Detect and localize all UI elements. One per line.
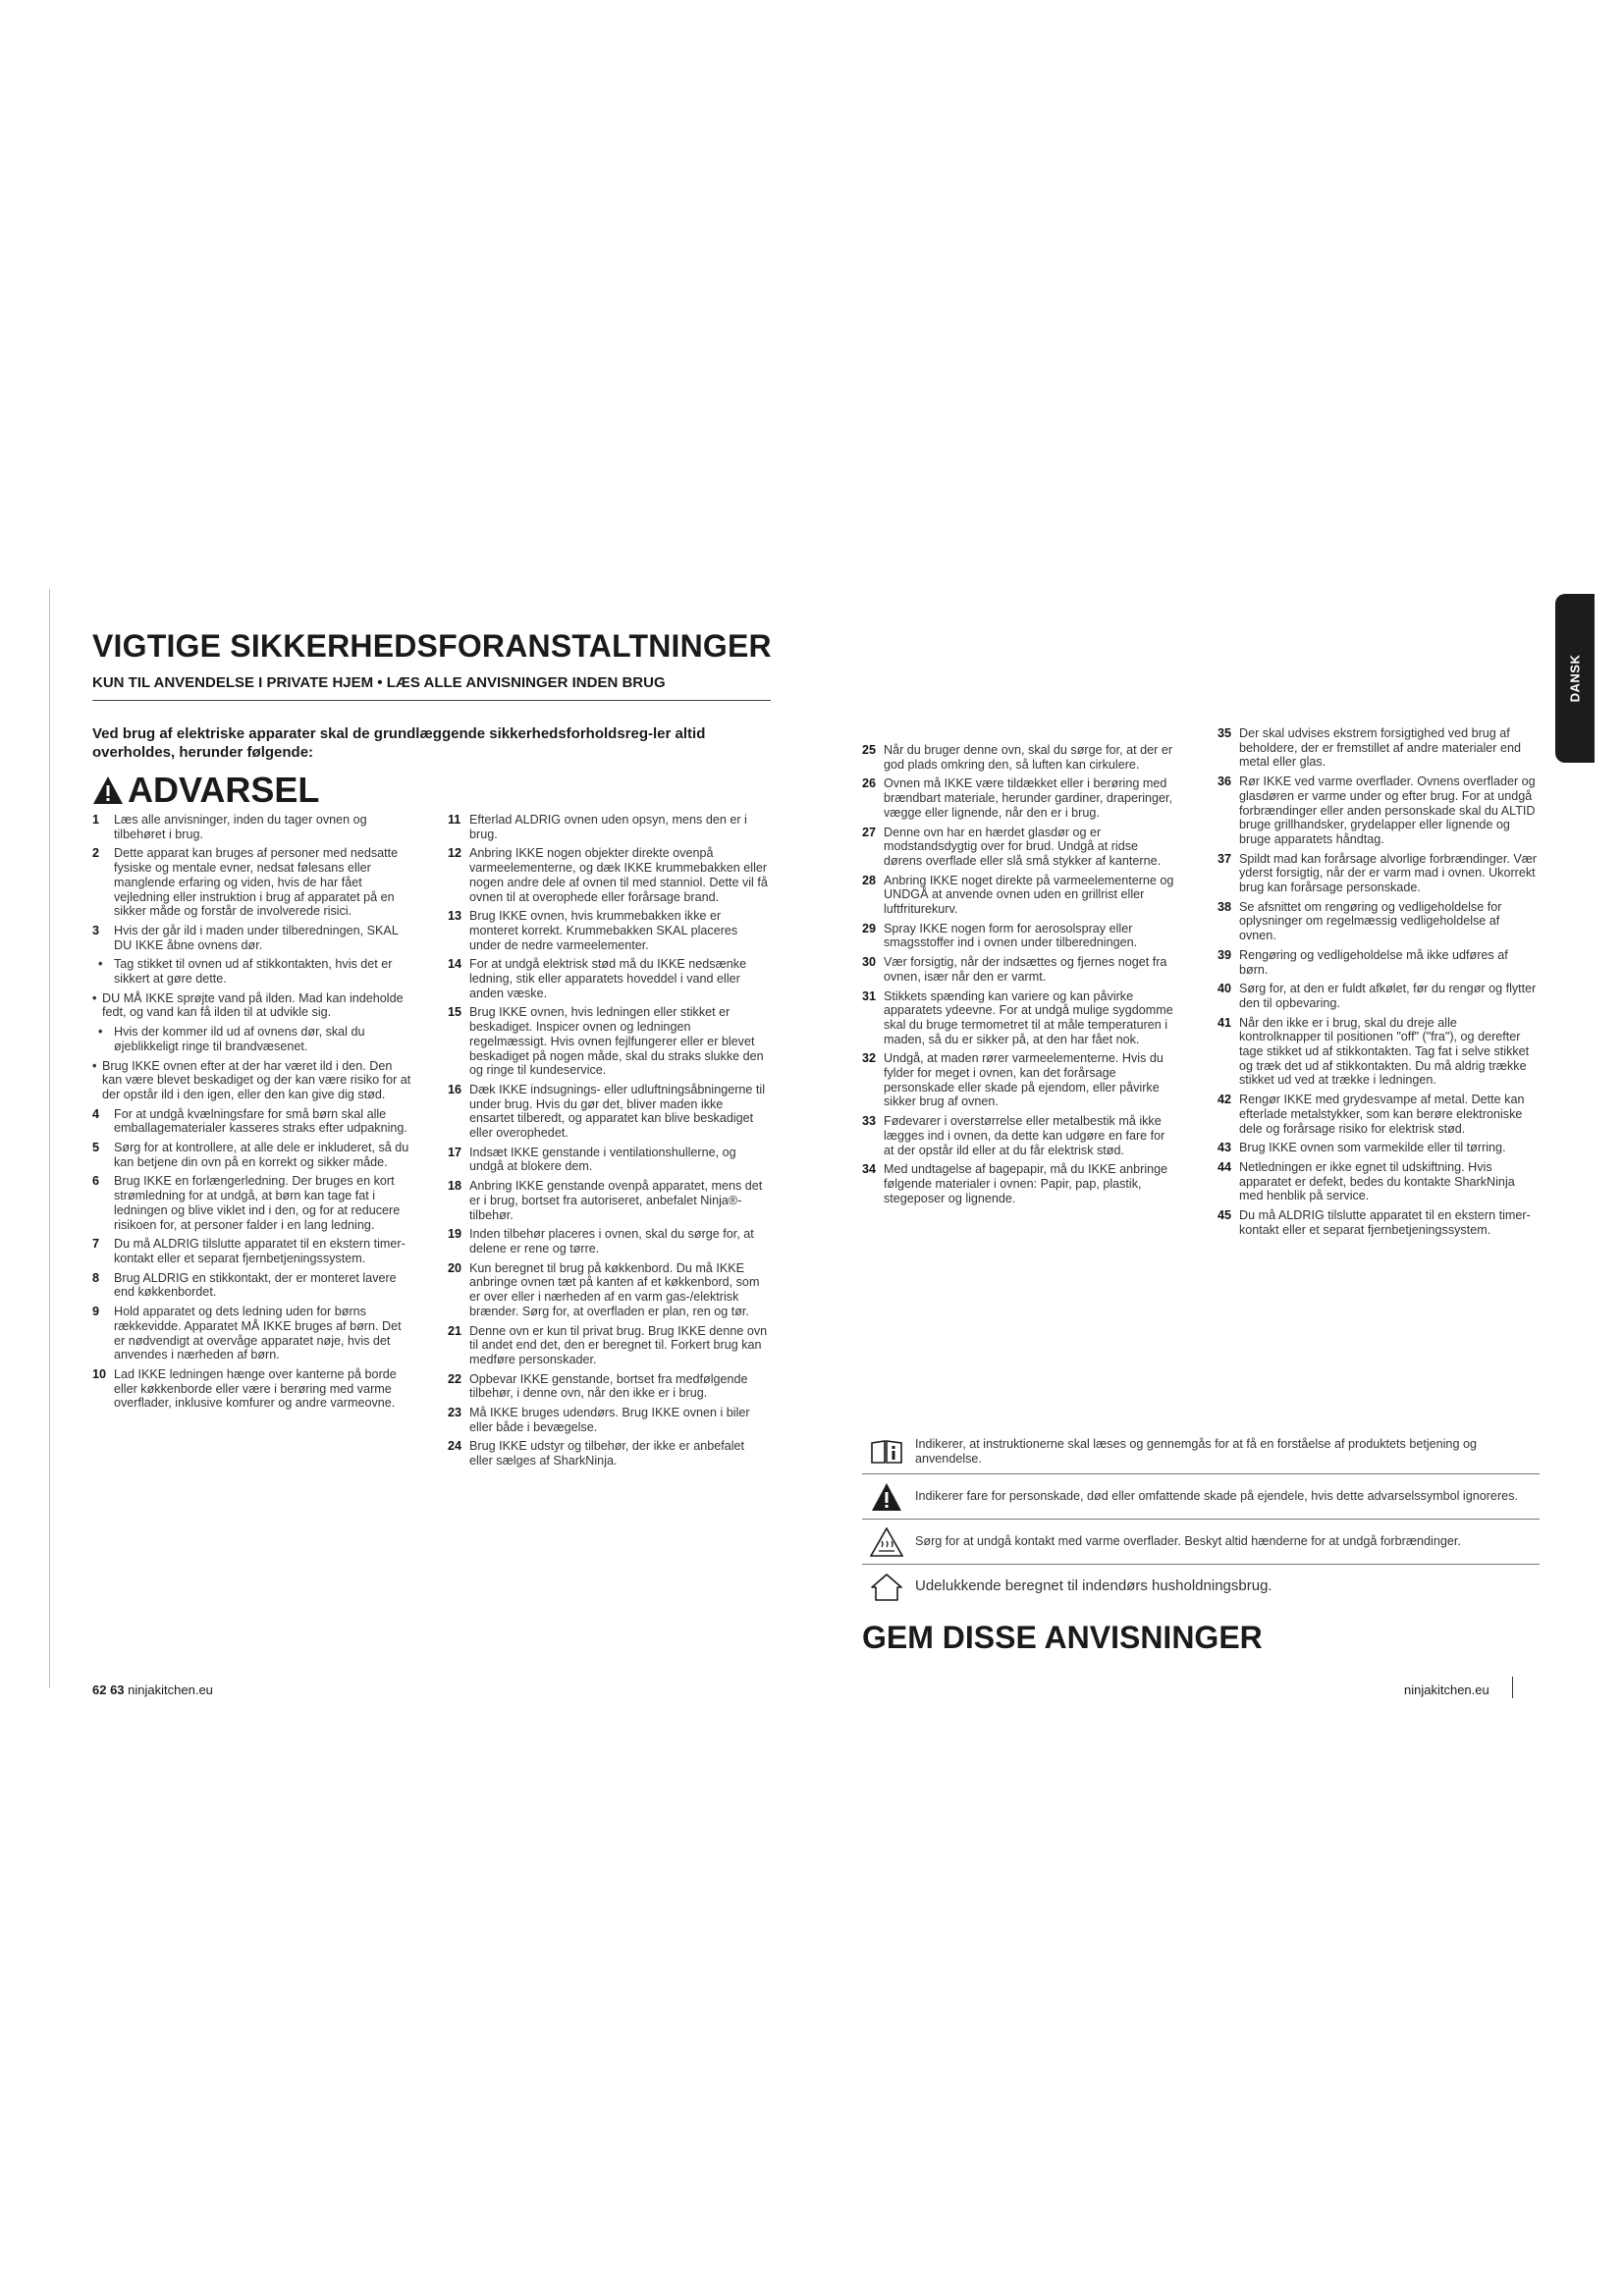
instruction-text: Lad IKKE ledningen hænge over kanterne på borde eller køkkenborde eller være i berøring med varme overflader, inklusive komfurer og andre varmeovne.: [114, 1366, 397, 1411]
instruction-number: 32: [862, 1051, 877, 1066]
instruction-item: [448, 1146, 768, 1174]
instruction-item: [448, 1324, 768, 1367]
instruction-text: Rengør IKKE med grydesvampe af metal. Dette kan efterlade metalstykker, som kan berøre elektroniske dele og forårsage risiko for elektrisk stød.: [1239, 1093, 1525, 1136]
instruction-item: [448, 1179, 768, 1222]
instruction-text: Du må ALDRIG tilslutte apparatet til en ekstern timer-kontakt eller et separat fjernbetjeningssystem.: [114, 1237, 406, 1265]
instruction-text: Hvis der kommer ild ud af ovnens dør, skal du øjeblikkeligt ringe til brandvæsenet.: [114, 1025, 365, 1053]
instruction-number: 10: [92, 1366, 107, 1381]
instruction-text: Denne ovn har en hærdet glasdør og er modstandsdygtig over for brud. Undgå at ridse dørens overflade eller slå små stykker af kanterne.: [884, 825, 1162, 868]
instruction-number: 3: [92, 923, 100, 937]
instruction-number: 27: [862, 825, 877, 839]
language-label: DANSK: [1567, 654, 1583, 703]
instruction-item: [862, 743, 1176, 772]
language-tab: [1555, 594, 1595, 763]
instruction-number: 45: [1218, 1208, 1232, 1223]
bullet-mark: •: [98, 957, 103, 972]
instruction-item: [1218, 1016, 1539, 1089]
instruction-text: Hold apparatet og dets ledning uden for børns rækkevidde. Apparatet MÅ IKKE bruges af børn. Det er nødvendigt at overvåge apparatet nøje, hvis det anvendes i nærheden af børn.: [114, 1305, 402, 1362]
instruction-subitem: [92, 1059, 412, 1102]
footer-divider: [1512, 1677, 1513, 1698]
instruction-number: 22: [448, 1371, 462, 1386]
instruction-item: [92, 1174, 412, 1232]
instruction-text: Dæk IKKE indsugnings- eller udluftningsåbningerne til under brug. Hvis du gør det, bliver maden ikke ensartet tilberedt, og apparatet kan blive beskadiget eller overophedet.: [469, 1082, 766, 1141]
instruction-number: 16: [448, 1082, 462, 1096]
instruction-text: Der skal udvises ekstrem forsigtighed ved brug af beholdere, der er fremstillet af andre materialer end metal eller glas.: [1239, 726, 1522, 770]
instructions-column-3: [862, 743, 1176, 1210]
instruction-number: 5: [92, 1141, 100, 1155]
instruction-item: [92, 1141, 412, 1169]
instruction-text: Efterlad ALDRIG ovnen uden opsyn, mens den er i brug.: [469, 813, 747, 841]
instruction-text: Spray IKKE nogen form for aerosolspray eller smagsstoffer ind i ovnen under tilberedningen.: [884, 921, 1138, 950]
title-divider: [92, 700, 771, 701]
instruction-number: 18: [448, 1179, 462, 1194]
instruction-text: Brug IKKE ovnen, hvis ledningen eller stikket er beskadiget. Inspicer ovnen og ledningen regelmæssigt. Hvis ovnen fejlfungerer eller er blevet beskadiget på nogen måde, skal du straks slukke den og ringe til kundeservice.: [469, 1005, 764, 1078]
bullet-mark: •: [92, 1058, 97, 1073]
instructions-column-2: [448, 813, 768, 1473]
instruction-number: 19: [448, 1227, 462, 1242]
intro-text: Ved brug af elektriske apparater skal de grundlæggende sikkerhedsforholdsreg-ler altid overholdes, herunder følgende:: [92, 725, 706, 761]
instruction-item: [1218, 1093, 1539, 1136]
instruction-item: [862, 1051, 1176, 1109]
instruction-subitem: [92, 991, 412, 1020]
instruction-text: Spildt mad kan forårsage alvorlige forbrændinger. Vær yderst forsigtig, når der er varm mad i ovnen. Ukorrekt brug kan forårsage personskade.: [1239, 851, 1538, 895]
instruction-text: Tag stikket til ovnen ud af stikkontakten, hvis det er sikkert at gøre dette.: [114, 957, 393, 987]
instruction-number: 36: [1218, 774, 1232, 789]
footer-right-site: ninjakitchen.eu: [1404, 1682, 1489, 1697]
manual-icon: [870, 1439, 903, 1465]
instruction-number: 21: [448, 1323, 462, 1338]
instruction-text: Inden tilbehør placeres i ovnen, skal du sørge for, at delene er rene og tørre.: [469, 1227, 754, 1255]
instruction-subitem: [92, 1025, 412, 1053]
instruction-text: Når du bruger denne ovn, skal du sørge for, at der er god plads omkring den, så luften kan cirkulere.: [884, 743, 1173, 772]
instruction-text: Brug IKKE udstyr og tilbehør, der ikke er anbefalet eller sælges af SharkNinja.: [469, 1439, 745, 1468]
legend-text: Sørg for at undgå kontakt med varme overflader. Beskyt altid hænderne for at undgå forbrændinger.: [915, 1534, 1461, 1549]
instruction-item: [448, 957, 768, 1000]
instruction-item: [92, 1237, 412, 1265]
warning-label: ADVARSEL: [128, 770, 320, 810]
instruction-number: 11: [448, 813, 461, 827]
instruction-text: Brug IKKE en forlængerledning. Der bruges en kort strømledning for at undgå, at børn kan tage fat i ledningen og blive viklet ind i den, og for at reducere risikoen for, at personer falder i en lang ledning.: [114, 1174, 401, 1232]
instruction-number: 29: [862, 921, 877, 935]
instruction-item: [92, 846, 412, 919]
instruction-text: DU MÅ IKKE sprøjte vand på ilden. Mad kan indeholde fedt, og vand kan få ilden til at udvikle sig.: [102, 990, 404, 1020]
instruction-text: Brug IKKE ovnen, hvis krummebakken ikke er monteret korrekt. Krummebakken SKAL placeres under de nedre varmeelementer.: [469, 909, 738, 952]
instruction-number: 38: [1218, 899, 1232, 914]
instruction-item: [448, 1372, 768, 1401]
instruction-item: [448, 1083, 768, 1141]
instruction-number: 44: [1218, 1159, 1232, 1174]
instruction-item: [1218, 982, 1539, 1010]
instruction-text: Anbring IKKE noget direkte på varmeelementerne og UNDGÅ at anvende ovnen uden en grillrist eller luftfriturekurv.: [884, 873, 1174, 917]
instruction-text: Rør IKKE ved varme overflader. Ovnens overflader og glasdøren er varme under og efter brug. For at undgå forbrændinger eller anden personskade skal du ALTID bruge grillhandsker, grydelapper eller lignende og bruge apparatets håndtag.: [1239, 774, 1536, 846]
legend-row: [862, 1565, 1540, 1609]
instruction-item: [862, 874, 1176, 917]
instruction-text: Netledningen er ikke egnet til udskiftning. Hvis apparatet er defekt, bedes du kontakte SharkNinja med henblik på service.: [1239, 1159, 1515, 1203]
instruction-text: Sørg for at kontrollere, at alle dele er inkluderet, så du kan betjene din ovn på en korrekt og sikker måde.: [114, 1141, 409, 1169]
instruction-item: [862, 955, 1176, 984]
instruction-number: 25: [862, 743, 877, 757]
instruction-item: [862, 1114, 1176, 1157]
footer-left: [92, 1682, 213, 1697]
instruction-number: 8: [92, 1270, 100, 1285]
instruction-number: 13: [448, 909, 462, 924]
house-icon: [870, 1573, 903, 1602]
instruction-text: Brug ALDRIG en stikkontakt, der er monteret lavere end køkkenbordet.: [114, 1270, 397, 1300]
instruction-number: 7: [92, 1237, 100, 1252]
instruction-item: [862, 922, 1176, 950]
instruction-number: 30: [862, 955, 877, 970]
legend-row: [862, 1520, 1540, 1565]
instruction-text: Denne ovn er kun til privat brug. Brug IKKE denne ovn til andet end det, den er beregnet til. Forkert brug kan medføre personskader.: [469, 1323, 768, 1366]
warning-triangle-icon: [871, 1482, 902, 1512]
instruction-subitem: [92, 957, 412, 986]
instruction-text: Når den ikke er i brug, skal du dreje alle kontrolknapper til positionen "off" ("fra"), og derefter tage stikket ud af stikkontakten. Tag fat i selve stikket og træk det ud af stikkontakten. Du må aldrig trække stikket ud ved at trække i ledningen.: [1239, 1015, 1530, 1088]
instruction-item: [1218, 726, 1539, 770]
instruction-text: Dette apparat kan bruges af personer med nedsatte fysiske og mentale evner, nedsat følesans eller manglende erfaring og viden, hvis de har fået vejledning eller instruktion i brug af apparatet på en sikker måde og forstår de involverede risici.: [114, 846, 399, 919]
instruction-number: 1: [92, 813, 100, 827]
instruction-item: [1218, 900, 1539, 943]
instruction-item: [448, 846, 768, 904]
instruction-text: Læs alle anvisninger, inden du tager ovnen og tilbehøret i brug.: [114, 813, 367, 841]
instruction-item: [448, 1261, 768, 1319]
instruction-item: [92, 1271, 412, 1300]
instruction-number: 28: [862, 873, 877, 887]
instruction-item: [1218, 948, 1539, 977]
instruction-number: 43: [1218, 1141, 1232, 1155]
instruction-text: Kun beregnet til brug på køkkenbord. Du må IKKE anbringe ovnen tæt på kanten af et køkkenbord, som er over eller i nærheden af en varm gas-/elektrisk brænder. Sørg for, at overfladen er plan, ren og tør.: [469, 1260, 760, 1318]
page-edge-line: [49, 589, 50, 1688]
instruction-text: Rengøring og vedligeholdelse må ikke udføres af børn.: [1239, 947, 1508, 977]
instruction-text: Vær forsigtig, når der indsættes og fjernes noget fra ovnen, især når den er varmt.: [884, 955, 1167, 984]
instruction-text: Anbring IKKE genstande ovenpå apparatet, mens det er i brug, bortset fra autoriseret, anbefalet Ninja®-tilbehør.: [469, 1179, 763, 1222]
legend-row: [862, 1474, 1540, 1520]
instruction-number: 20: [448, 1260, 462, 1275]
instruction-number: 39: [1218, 947, 1232, 962]
instruction-number: 12: [448, 846, 462, 861]
instructions-column-1: [92, 813, 412, 1415]
instruction-number: 14: [448, 957, 462, 972]
hot-surface-icon: [870, 1527, 903, 1557]
instruction-number: 41: [1218, 1015, 1232, 1030]
instruction-item: [92, 1107, 412, 1136]
instruction-text: Undgå, at maden rører varmeelementerne. Hvis du fylder for meget i ovnen, kan det forårsage personskade eller skade på ejendom, eller påvirke sikker brug af ovnen.: [884, 1051, 1164, 1109]
legend-text: Indikerer, at instruktionerne skal læses og gennemgås for at få en forståelse af produktets betjening og anvendelse.: [915, 1436, 1477, 1466]
instruction-number: 24: [448, 1439, 462, 1454]
instruction-text: Med undtagelse af bagepapir, må du IKKE anbringe følgende materialer i ovnen: Papir, pap, plastik, stegeposer og lignende.: [884, 1162, 1168, 1205]
instruction-item: [862, 1162, 1176, 1205]
instruction-text: Stikkets spænding kan variere og kan påvirke apparatets ydeevne. For at undgå mulige sygdomme skal du bruge termometret til at måle temperaturen i maden, så du er sikker på, at den har fået nok.: [884, 988, 1173, 1046]
instruction-item: [1218, 1208, 1539, 1237]
instruction-text: Ovnen må IKKE være tildækket eller i berøring med brændbart materiale, herunder gardiner, draperinger, vægge eller lignende, når den er i brug.: [884, 776, 1173, 820]
instruction-text: Indsæt IKKE genstande i ventilationshullerne, og undgå at blokere dem.: [469, 1145, 736, 1174]
instruction-item: [448, 1406, 768, 1434]
instruction-item: [448, 1005, 768, 1078]
instruction-number: 9: [92, 1305, 100, 1319]
bullet-mark: •: [92, 990, 97, 1005]
instruction-item: [1218, 1160, 1539, 1203]
instruction-number: 23: [448, 1406, 462, 1420]
instruction-text: Fødevarer i overstørrelse eller metalbestik må ikke lægges ind i ovnen, da dette kan udgøre en fare for at der opstår ild eller at du får elektrisk stød.: [884, 1114, 1165, 1157]
instruction-number: 31: [862, 988, 877, 1003]
instruction-item: [862, 989, 1176, 1047]
instruction-item: [862, 776, 1176, 820]
instruction-text: Anbring IKKE nogen objekter direkte ovenpå varmeelementerne, og dæk IKKE krummebakken eller nogen andre dele af ovnen til med stanniol. Dette vil få ovnen til at overophede eller forårsage brand.: [469, 846, 768, 904]
legend-text: Udelukkende beregnet til indendørs husholdningsbrug.: [915, 1577, 1272, 1595]
instruction-text: Hvis der går ild i maden under tilberedningen, SKAL DU IKKE åbne ovnens dør.: [114, 923, 399, 952]
instruction-item: [1218, 1141, 1539, 1155]
instruction-text: For at undgå kvælningsfare for små børn skal alle emballagematerialer kasseres straks efter udpakning.: [114, 1106, 407, 1136]
page-subtitle: KUN TIL ANVENDELSE I PRIVATE HJEM • LÆS ALLE ANVISNINGER INDEN BRUG: [92, 674, 666, 691]
instruction-item: [862, 826, 1176, 869]
instruction-number: 4: [92, 1106, 100, 1121]
instruction-item: [92, 1305, 412, 1362]
instruction-text: Brug IKKE ovnen som varmekilde eller til tørring.: [1239, 1141, 1506, 1155]
page-title: VIGTIGE SIKKERHEDSFORANSTALTNINGER: [92, 628, 772, 664]
legend-text: Indikerer fare for personskade, død eller omfattende skade på ejendele, hvis dette advarselssymbol ignoreres.: [915, 1489, 1518, 1504]
instruction-number: 15: [448, 1005, 462, 1020]
instruction-item: [448, 1227, 768, 1255]
instruction-text: Sørg for, at den er fuldt afkølet, før du rengør og flytter den til opbevaring.: [1239, 982, 1537, 1010]
symbol-legend: [862, 1429, 1540, 1609]
instruction-number: 42: [1218, 1093, 1232, 1107]
instruction-number: 33: [862, 1114, 877, 1129]
instruction-text: Du må ALDRIG tilslutte apparatet til en ekstern timer-kontakt eller et separat fjernbetjeningssystem.: [1239, 1208, 1531, 1237]
instruction-text: Se afsnittet om rengøring og vedligeholdelse for oplysninger om regelmæssig vedligeholdelse af ovnen.: [1239, 899, 1502, 943]
warning-heading: [92, 770, 319, 811]
instruction-text: Må IKKE bruges udendørs. Brug IKKE ovnen i biler eller både i bevægelse.: [469, 1406, 750, 1434]
instruction-number: 34: [862, 1162, 877, 1177]
warning-triangle-icon: [92, 775, 124, 805]
instructions-column-4: [1218, 726, 1539, 1243]
instruction-item: [448, 909, 768, 952]
instruction-number: 26: [862, 776, 877, 791]
instruction-item: [92, 924, 412, 952]
save-instructions-heading: GEM DISSE ANVISNINGER: [862, 1620, 1263, 1655]
instruction-text: Brug IKKE ovnen efter at der har været ild i den. Den kan være blevet beskadiget og der kan være risiko for at der opstår ild i den igen, eller den kan give dig stød.: [102, 1058, 411, 1101]
instruction-item: [448, 813, 768, 841]
instruction-item: [92, 813, 412, 841]
instruction-number: 37: [1218, 851, 1232, 866]
instruction-number: 35: [1218, 726, 1232, 740]
instruction-item: [92, 1367, 412, 1411]
instruction-number: 6: [92, 1174, 100, 1189]
page-numbers: 62 63: [92, 1682, 125, 1697]
instruction-number: 2: [92, 846, 100, 861]
instruction-item: [1218, 852, 1539, 895]
instruction-item: [448, 1439, 768, 1468]
instruction-item: [1218, 774, 1539, 847]
instruction-number: 17: [448, 1145, 462, 1159]
footer-site: ninjakitchen.eu: [128, 1682, 213, 1697]
instruction-text: Opbevar IKKE genstande, bortset fra medfølgende tilbehør, i denne ovn, når den ikke er i brug.: [469, 1371, 748, 1401]
legend-row: [862, 1429, 1540, 1474]
instruction-text: For at undgå elektrisk stød må du IKKE nedsænke ledning, stik eller apparatets hoveddel i vand eller anden væske.: [469, 957, 747, 1000]
bullet-mark: •: [98, 1025, 103, 1040]
instruction-number: 40: [1218, 982, 1232, 996]
